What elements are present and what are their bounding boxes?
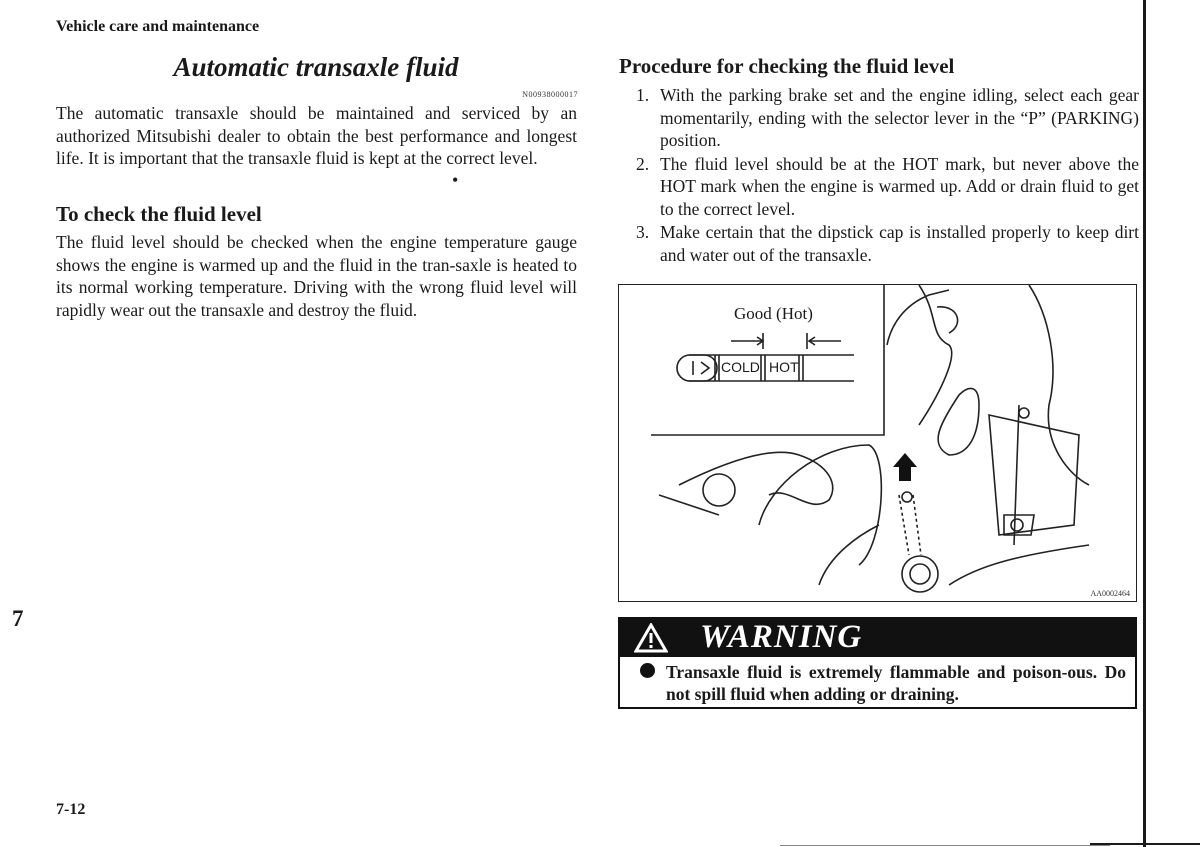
warning-text: Transaxle fluid is extremely flammable and poison-ous. Do not spill fluid when adding or draining. — [666, 662, 1126, 704]
bolt-top — [1019, 408, 1029, 418]
left-arrow — [731, 337, 763, 345]
procedure-step — [636, 221, 1139, 266]
page-title: Automatic transaxle fluid — [173, 52, 459, 82]
cold-mark-label: COLD — [721, 359, 760, 375]
lower-line — [819, 525, 879, 585]
procedure-step — [636, 84, 1139, 152]
bullet-icon — [640, 663, 655, 678]
pipe-joint — [703, 474, 735, 506]
bottom-scan-line — [780, 845, 1110, 846]
round-cap — [902, 556, 938, 592]
step-text: With the parking brake set and the engine idling, select each gear momentarily, ending with the selector lever in the “P” (PARKING) position. — [660, 85, 1139, 150]
step-number: 3. — [636, 222, 650, 242]
housing-outline — [759, 445, 881, 565]
hot-mark-label: HOT — [769, 359, 799, 375]
warning-triangle-icon — [634, 623, 668, 653]
dipstick-tube — [899, 495, 921, 555]
dipstick-handle — [677, 355, 717, 381]
pipe-extension — [659, 495, 719, 515]
good-hot-label: Good (Hot) — [734, 304, 813, 323]
up-arrow-icon — [893, 453, 917, 481]
range-limits — [763, 333, 807, 349]
cable-line — [1029, 285, 1089, 485]
warning-header — [620, 619, 1135, 657]
check-fluid-paragraph: The fluid level should be checked when the engine temperature gauge shows the engine is warmed up and the fluid in the tran-saxle is heated to its normal working temperature. Driving with the wrong fluid level will rapidly wear out the transaxle and destroy the fluid. — [56, 232, 577, 320]
warning-box — [618, 617, 1137, 709]
bracket-part — [938, 388, 979, 455]
pipe-left — [679, 452, 833, 504]
page-number: 7-12 — [56, 801, 86, 818]
figure-code: AA0002464 — [1090, 589, 1130, 598]
chapter-number: 7 — [12, 606, 24, 631]
page-edge-line — [1143, 0, 1146, 847]
dipstick-ring — [902, 492, 912, 502]
right-arrow — [809, 337, 841, 345]
procedure-step — [636, 153, 1139, 221]
step-text: The fluid level should be at the HOT mark, but never above the HOT mark when the engine is warmed up. Add or drain fluid to get to the correct level. — [660, 153, 1139, 219]
reference-code: N00938000017 — [522, 90, 578, 99]
intro-paragraph: The automatic transaxle should be maintained and serviced by an authorized Mitsubishi dealer to obtain the best performance and longest life. It is important that the transaxle fluid is kept at the correct level. — [56, 103, 577, 168]
procedure-heading: Procedure for checking the fluid level — [619, 54, 955, 78]
floor-line — [949, 545, 1089, 585]
warning-title: WARNING — [700, 619, 863, 655]
rod-part — [1004, 405, 1034, 545]
step-number: 1. — [636, 85, 650, 105]
step-number: 2. — [636, 153, 650, 174]
dipstick-tip-mark — [693, 361, 709, 375]
bolt-bottom — [1011, 519, 1023, 531]
section-header: Vehicle care and maintenance — [56, 18, 260, 35]
round-cap-inner — [910, 564, 930, 584]
step-text: Make certain that the dipstick cap is installed properly to keep dirt and water out of the transaxle. — [660, 222, 1139, 265]
hose-line — [919, 285, 952, 425]
stray-dot: • — [452, 170, 459, 190]
check-fluid-heading: To check the fluid level — [56, 202, 262, 226]
engine-bay-drawing — [619, 285, 1136, 601]
procedure-steps — [636, 84, 1139, 267]
dipstick-illustration — [618, 284, 1137, 602]
clip-shape — [937, 307, 958, 333]
